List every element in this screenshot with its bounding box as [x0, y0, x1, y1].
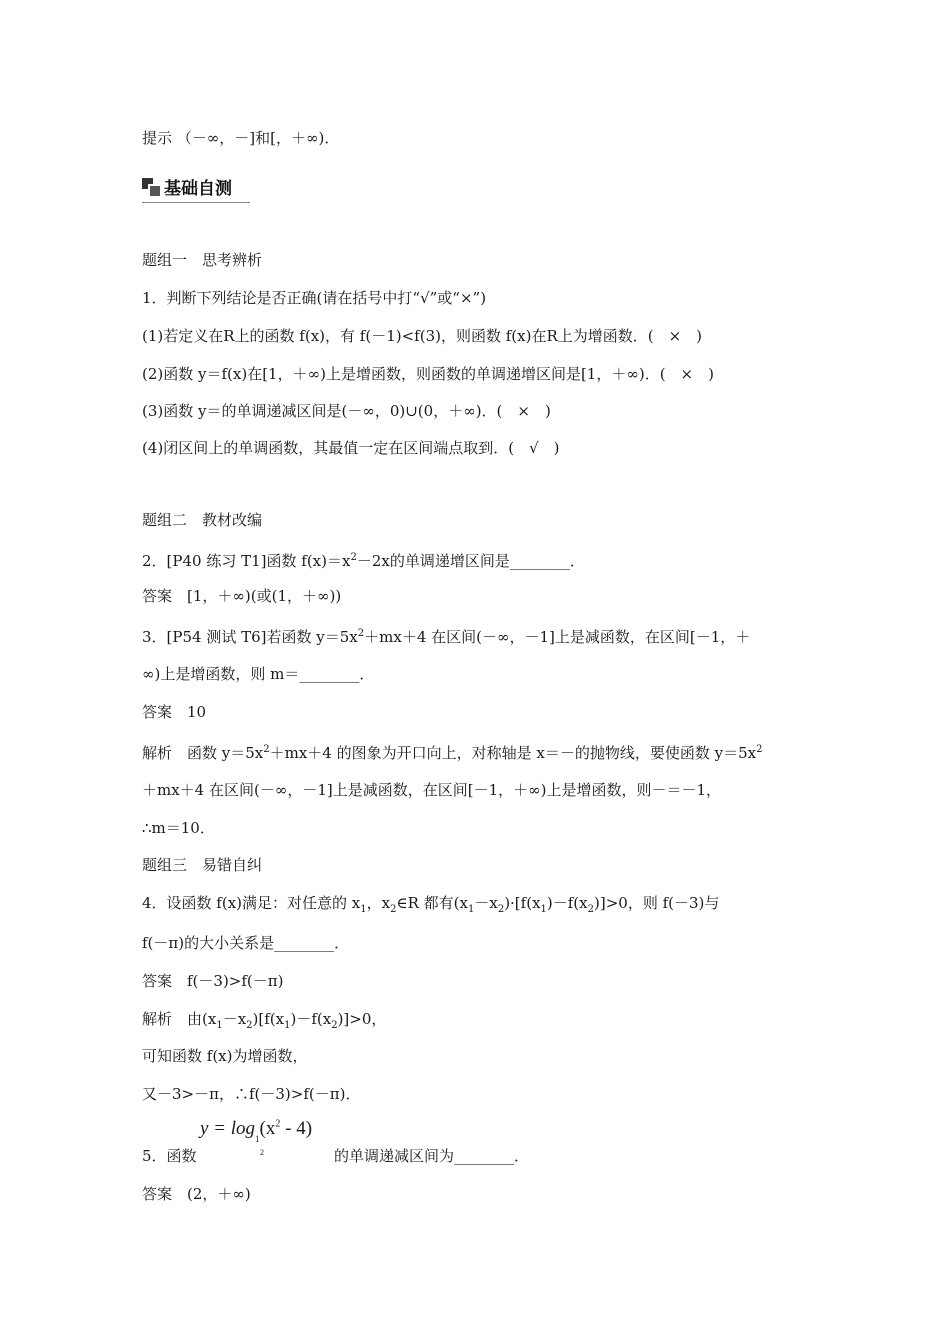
explanation-3-line-2: ＋mx＋4 在区间(－∞，－1]上是减函数，在区间[－1，＋∞)上是增函数，则－＝－1，: [142, 781, 722, 799]
text: 3．[P54 测试 T6]若函数 y＝5x: [142, 628, 358, 646]
section-title: 基础自测: [164, 179, 232, 199]
question-5-suffix: 的单调递减区间为________．: [334, 1147, 530, 1165]
question-1-item-4: (4)闭区间上的单调函数，其最值一定在区间端点取到．( √ ): [142, 439, 560, 457]
subscript: 1: [360, 904, 367, 915]
text: －x: [474, 894, 498, 912]
text: ＋mx＋4 在区间(－∞，－1]上是减函数，在区间[－1，＋: [364, 628, 751, 646]
subscript: 2: [587, 904, 594, 915]
explanation-3-line-3: ∴m＝10．: [142, 819, 215, 837]
formula-y: y = log: [200, 1118, 256, 1139]
question-4-line-1: [142, 893, 719, 920]
group-1-heading: 题组一 思考辨析: [142, 251, 263, 269]
subscript: 2: [246, 1020, 253, 1031]
log-base-denominator: 2: [260, 1148, 264, 1157]
question-1-item-3: (3)函数 y＝的单调递减区间是(－∞，0)∪(0，＋∞)．( × ): [142, 402, 551, 420]
hint-line: 提示 （－∞，－]和[，＋∞)．: [142, 129, 340, 147]
explanation-4-line-2: 可知函数 f(x)为增函数，: [142, 1047, 308, 1065]
explanation-3-line-1: [142, 740, 762, 763]
question-3-line-2: ∞)上是增函数，则 m＝________．: [142, 665, 375, 683]
section-header: [142, 172, 250, 203]
superscript: 2: [756, 744, 763, 755]
answer-4: 答案 f(－3)>f(－π): [142, 972, 284, 990]
question-1: 1．判断下列结论是否正确(请在括号中打“√”或“×”): [142, 289, 487, 307]
formula-arg: (x: [259, 1118, 276, 1139]
superscript: 2: [350, 552, 357, 563]
text: ，x: [366, 894, 391, 912]
text: )]>0，则 f(－3)与: [594, 894, 720, 912]
subscript: 1: [467, 904, 475, 915]
group-3-heading: 题组三 易错自纠: [142, 856, 263, 874]
subscript: 1: [216, 1020, 223, 1031]
text: )·[f(x: [504, 894, 541, 912]
question-1-item-1: (1)若定义在R上的函数 f(x)，有 f(－1)<f(3)，则函数 f(x)在R上为增函数．( × ): [142, 327, 703, 345]
text: 4．设函数 f(x)满足：对任意的 x: [142, 894, 361, 912]
text: 解析 由(x: [142, 1010, 217, 1028]
answer-5: 答案 (2，＋∞): [142, 1185, 251, 1203]
subscript: 2: [497, 904, 505, 915]
section-square-icon: [142, 178, 158, 194]
text: －2x的单调递增区间是________．: [356, 552, 585, 570]
answer-3: 答案 10: [142, 703, 207, 721]
subscript: 2: [390, 904, 397, 915]
superscript: 2: [263, 744, 270, 755]
question-2: [142, 548, 585, 571]
answer-2: 答案 [1，＋∞)(或(1，＋∞)): [142, 587, 342, 605]
text: －x: [222, 1010, 247, 1028]
question-4-line-2: f(－π)的大小关系是________．: [142, 934, 350, 952]
question-1-item-2: (2)函数 y＝f(x)在[1，＋∞)上是增函数，则函数的单调递增区间是[1，＋∞)．( × ): [142, 365, 714, 383]
group-2-heading: 题组二 教材改编: [142, 511, 263, 529]
explanation-4-line-1: [142, 1009, 386, 1036]
explanation-4-line-3: 又－3>－π，∴f(－3)>f(－π)．: [142, 1085, 361, 1103]
formula-arg: - 4): [280, 1118, 313, 1139]
superscript: 2: [357, 628, 365, 639]
subscript: 1: [540, 904, 547, 915]
text: )－f(x: [290, 1010, 332, 1028]
text: ∈R 都有(x: [396, 894, 468, 912]
question-5-prefix: 5．函数: [142, 1147, 197, 1165]
text: ＋mx＋4 的图象为开口向上，对称轴是 x＝－的抛物线，要使函数 y＝5x: [269, 744, 757, 762]
text: )[f(x: [252, 1010, 285, 1028]
log-base: 1: [255, 1134, 260, 1144]
text: 解析 函数 y＝5x: [142, 744, 264, 762]
text: )－f(x: [546, 894, 588, 912]
text: 2．[P40 练习 T1]函数 f(x)＝x: [142, 552, 351, 570]
subscript: 2: [331, 1020, 338, 1031]
text: )]>0，: [337, 1010, 387, 1028]
question-3-line-1: [142, 624, 750, 647]
formula-sup: 2: [275, 1118, 281, 1130]
subscript: 1: [284, 1020, 291, 1031]
log-formula: [200, 1118, 313, 1157]
